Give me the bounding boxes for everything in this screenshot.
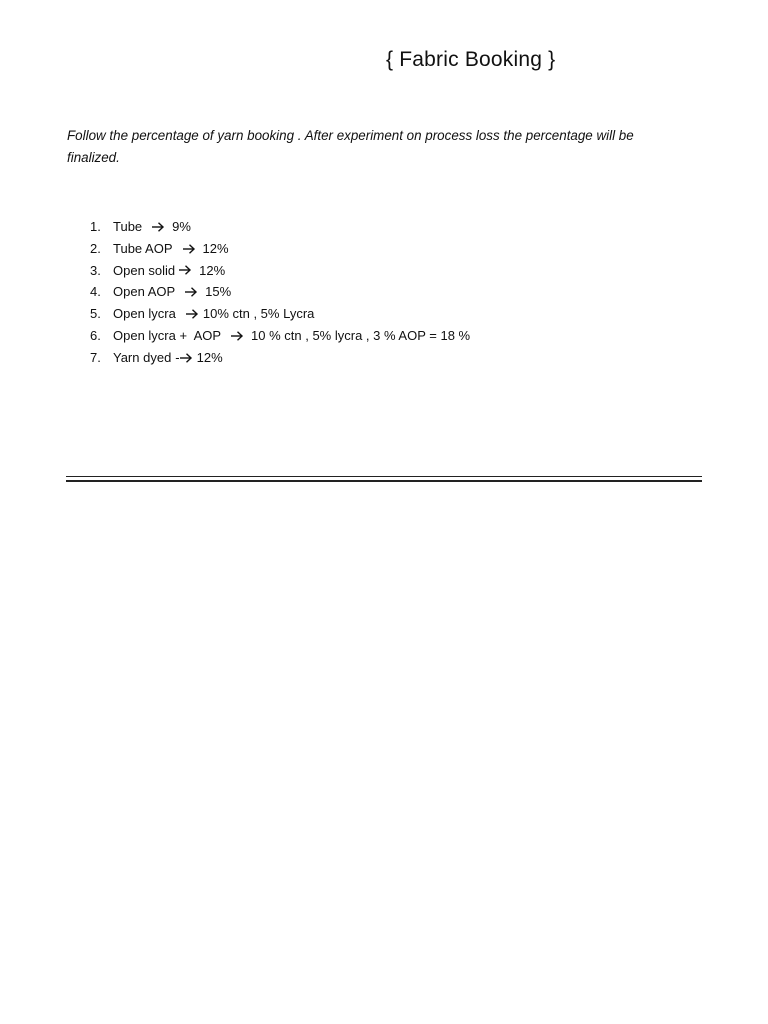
list-item-label: Open solid (113, 262, 176, 278)
list-item (90, 238, 470, 260)
list-item-value: 10 % ctn , 5% lycra , 3 % AOP = 18 % (251, 327, 471, 343)
list-item-value: 12% (199, 262, 226, 278)
list-item-value: 12% (202, 240, 229, 256)
booking-percentage-list (90, 216, 470, 369)
list-item (90, 281, 470, 303)
intro-paragraph: Follow the percentage of yarn booking . After experiment on process loss the percentage will be finalized. (67, 128, 634, 165)
list-item-number: 4. (90, 284, 101, 300)
list-item (90, 260, 470, 282)
right-arrow-icon (181, 243, 197, 255)
list-item (90, 303, 470, 325)
list-item (90, 216, 470, 238)
list-item (90, 347, 470, 369)
list-item-value: 10% ctn , 5% Lycra (202, 306, 315, 322)
list-item-number: 7. (90, 349, 101, 365)
right-arrow-icon (178, 352, 194, 364)
list-item-label: Yarn dyed (113, 349, 172, 365)
page-title: { Fabric Booking } (386, 48, 556, 71)
list-item-number: 1. (90, 219, 101, 234)
list-item-number: 6. (90, 327, 101, 343)
right-arrow-icon (183, 286, 199, 298)
list-item-value: 9% (172, 219, 191, 234)
arrow-prefix: - (175, 349, 180, 365)
list-item-label: Open lycra (113, 306, 176, 322)
right-arrow-icon (177, 264, 193, 276)
list-item-label: Tube (113, 219, 143, 234)
list-item-label: Open lycra + AOP (113, 327, 222, 343)
right-arrow-icon (184, 308, 200, 320)
right-arrow-icon (229, 330, 245, 342)
right-arrow-icon (150, 221, 166, 233)
double-rule-bottom-line (66, 480, 702, 482)
list-item-label: Tube AOP (113, 240, 173, 256)
list-item-number: 5. (90, 306, 101, 322)
list-item-number: 2. (90, 240, 101, 256)
list-item-value: 15% (205, 284, 232, 300)
list-item-label: Open AOP (113, 284, 176, 300)
list-item-value: 12% (196, 349, 223, 365)
list-item-number: 3. (90, 262, 101, 278)
double-rule-top-line (66, 476, 702, 477)
list-item (90, 325, 470, 347)
